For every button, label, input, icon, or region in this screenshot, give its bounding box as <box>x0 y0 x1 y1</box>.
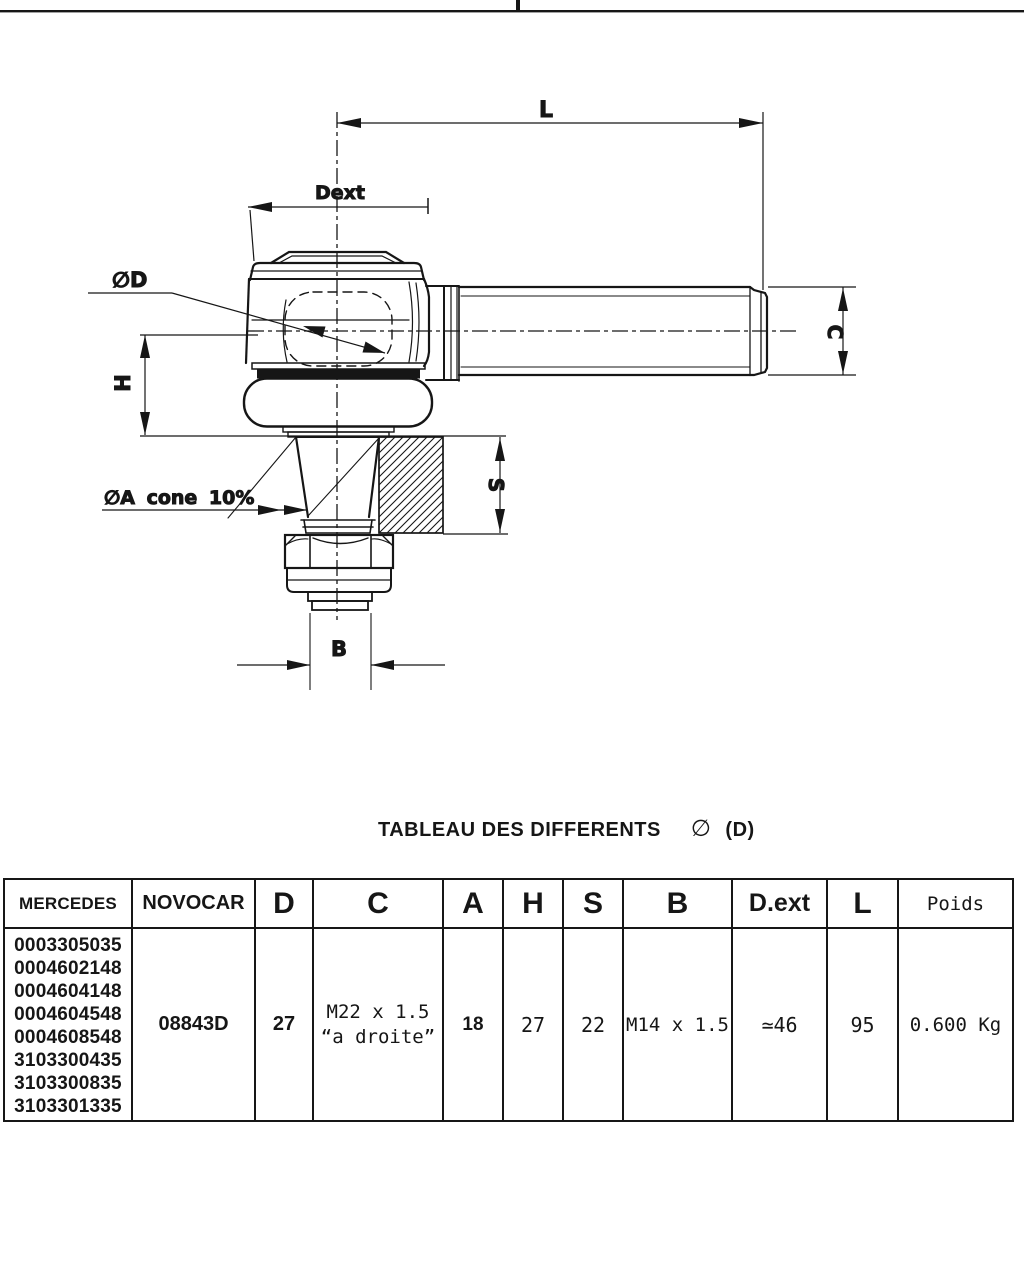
mercedes-ref: 3103301335 <box>14 1096 122 1117</box>
dimension-cone <box>102 487 307 515</box>
dimension-Dext <box>248 182 428 261</box>
sheet-frame-line <box>0 0 1024 12</box>
cell-h: 27 <box>504 929 564 1120</box>
spec-table <box>3 878 1014 1122</box>
table-title-text: TABLEAU DES DIFFERENTS <box>378 819 661 841</box>
mercedes-ref: 3103300435 <box>14 1050 122 1071</box>
shaft-neck <box>426 286 459 381</box>
col-header-mercedes: MERCEDES <box>5 880 133 929</box>
cone-stud <box>228 437 379 533</box>
cell-c <box>314 929 444 1120</box>
cell-c-thread: M22 x 1.5 <box>326 1000 430 1023</box>
dimension-C-label: C <box>823 324 847 340</box>
cell-mercedes-refs <box>5 929 133 1120</box>
mercedes-ref: 0004602148 <box>14 958 122 979</box>
col-header-s: S <box>564 880 624 929</box>
mercedes-ref: 0004608548 <box>14 1027 122 1048</box>
cell-a: 18 <box>444 929 504 1120</box>
dimension-H <box>111 335 506 436</box>
dimension-L-label: L <box>538 98 554 123</box>
thread-stub <box>308 592 372 610</box>
dimension-H-label: H <box>111 374 135 392</box>
mercedes-ref: 0003305035 <box>14 935 122 956</box>
dimension-ball-diameter-label: ∅D <box>112 268 148 292</box>
col-header-poids: Poids <box>899 880 1012 929</box>
col-header-novocar: NOVOCAR <box>133 880 256 929</box>
col-header-h: H <box>504 880 564 929</box>
dimension-ball-diameter <box>88 268 385 353</box>
washer <box>287 568 391 592</box>
mounting-eye-hatched <box>379 437 443 533</box>
dimension-Dext-label: Dext <box>315 182 365 204</box>
table-title <box>378 816 755 842</box>
table-title-suffix: (D) <box>725 819 755 841</box>
ball-joint-part <box>228 252 767 610</box>
cell-l: 95 <box>828 929 899 1120</box>
mercedes-ref: 3103300835 <box>14 1073 122 1094</box>
col-header-l: L <box>828 880 899 929</box>
cell-poids: 0.600 Kg <box>909 1013 1002 1036</box>
rubber-boot <box>244 363 432 437</box>
cell-c-direction: “a droite” <box>320 1025 436 1048</box>
mercedes-ref: 0004604148 <box>14 981 122 1002</box>
col-header-d: D <box>256 880 314 929</box>
dimension-B-label: B <box>330 637 348 661</box>
mercedes-ref: 0004604548 <box>14 1004 122 1025</box>
cell-dext: ≃46 <box>733 929 828 1120</box>
dimension-S <box>443 437 508 534</box>
cell-novocar: 08843D <box>133 929 256 1120</box>
diameter-symbol: ∅ <box>690 816 712 842</box>
dimension-S-label: S <box>484 477 508 493</box>
col-header-dext: D.ext <box>733 880 828 929</box>
col-header-a: A <box>444 880 504 929</box>
cell-s: 22 <box>564 929 624 1120</box>
col-header-b: B <box>624 880 733 929</box>
col-header-c: C <box>314 880 444 929</box>
hex-nut <box>285 535 393 568</box>
dimensions <box>88 98 856 690</box>
dimension-cone-label: ∅A cone 10% <box>104 487 255 509</box>
cell-d: 27 <box>256 929 314 1120</box>
cell-b: M14 x 1.5 <box>624 929 733 1120</box>
dimension-B <box>237 613 445 690</box>
